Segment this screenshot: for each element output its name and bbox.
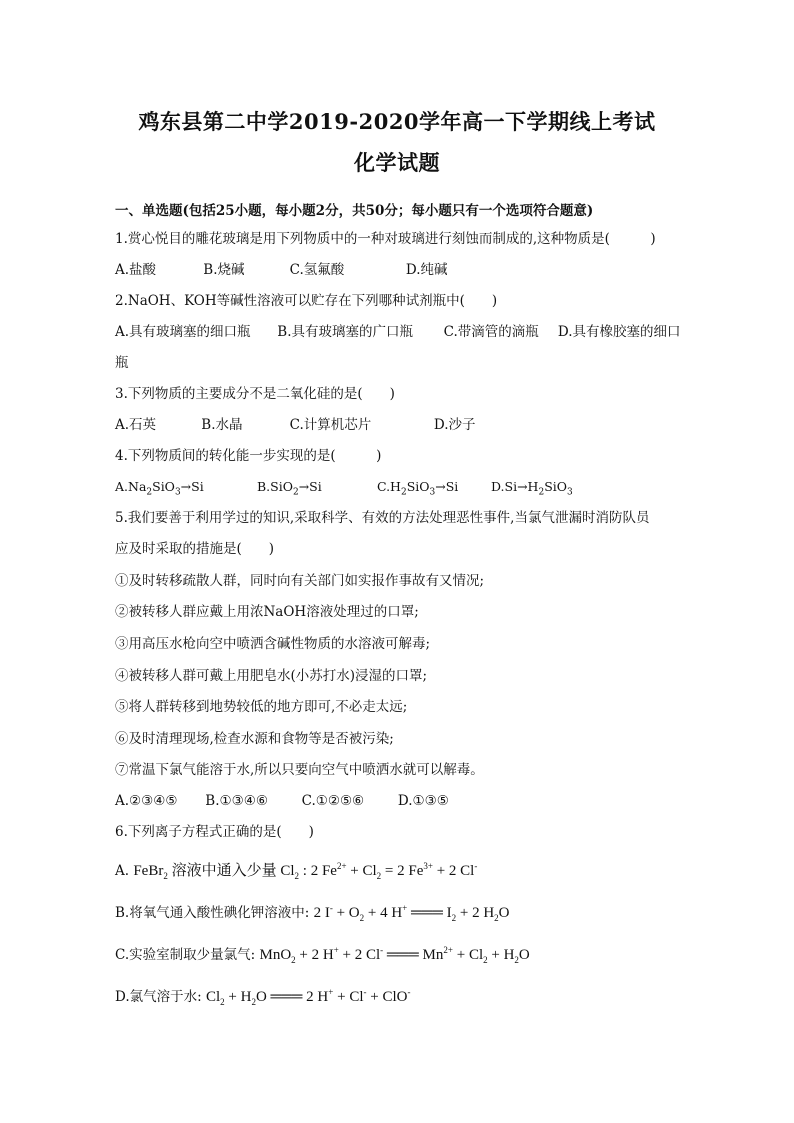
q1-option-d[interactable]: D.纯碱 [405, 262, 448, 278]
q1-option-c[interactable]: C.氢氟酸 [289, 262, 345, 278]
q2-option-c[interactable]: C.带滴管的滴瓶 [443, 324, 539, 340]
section-heading: 一、单选题(包括25小题，每小题2分，共50分；每小题只有一个选项符合题意) [115, 203, 594, 219]
q5-option-d[interactable]: D.①③⑤ [397, 793, 449, 809]
question-3-options [115, 416, 685, 434]
q2-option-d-continued: 瓶 [115, 355, 129, 371]
q5-option-b[interactable]: B.①③④⑥ [205, 793, 268, 809]
q2-option-d[interactable]: D.具有橡胶塞的细口 [557, 324, 681, 340]
q1-option-b[interactable]: B.烧碱 [203, 262, 245, 278]
question-2-stem: 2.NaOH、KOH等碱性溶液可以贮存在下列哪种试剂瓶中( ) [115, 293, 498, 309]
q3-option-c[interactable]: C.计算机芯片 [289, 417, 372, 433]
question-5-stem-line-1: 5.我们要善于利用学过的知识,采取科学、有效的方法处理恶性事件,当氯气泄漏时消防队员 [115, 510, 650, 526]
q4-option-b[interactable]: B.SiO$_2$→Si [256, 479, 322, 498]
q2-option-b[interactable]: B.具有玻璃塞的广口瓶 [277, 324, 414, 340]
q4-option-a[interactable]: $A.Na_2SiO_3\to Si$ [115, 479, 204, 498]
question-4-stem: 4.下列物质间的转化能一步实现的是( ) [115, 448, 382, 464]
q5-option-a[interactable]: A.②③④⑤ [115, 793, 178, 809]
q6-option-c[interactable]: C.实验室制取少量氯气: MnO$_2$ + 2 H+ + 2 Cl- ═══ $Mn^{2+} + Cl_2 + H_2O$ [115, 945, 530, 965]
q6-option-b[interactable]: B.将氧气通入酸性碘化钾溶液中: 2 $I^- + O_2 + 4$ H+ ═══ $I_2 + 2$ $H_2O$ [115, 903, 510, 923]
q5-item-7: ⑦常温下氯气能溶于水,所以只要向空气中喷洒水就可以解毒。 [115, 762, 484, 778]
q6-option-b-equation: 2 $I^- + O_2 + 4$ H+ ═══ $I_2 + 2$ $H_2O$ [313, 903, 510, 923]
question-5-stem-line-2: 应及时采取的措施是( ) [115, 541, 275, 557]
q6-option-d[interactable]: D.氯气溶于水: $Cl_2 + H_2O$ ═══ 2 H+ + Cl- + ClO- [115, 987, 411, 1007]
q5-option-c[interactable]: C.①②⑤⑥ [301, 793, 365, 809]
question-5-options [115, 792, 685, 810]
question-6-stem: 6.下列离子方程式正确的是( ) [115, 824, 314, 840]
q5-item-4: ④被转移人群可戴上用肥皂水(小苏打水)浸湿的口罩; [115, 668, 428, 684]
q4-option-c[interactable]: $C.H_2SiO_3\to Si$ [376, 479, 459, 498]
q6-option-a-equation: FeBr$_2$ 溶液中通入少量 $Cl_2$ : 2 $Fe^{2+} + Cl_2 = 2$ $Fe^{3+} + 2$ Cl- [133, 861, 478, 881]
q5-item-3: ③用高压水枪向空中喷洒含碱性物质的水溶液可解毒; [115, 636, 431, 652]
q4-option-d[interactable]: $D.Si\to H_2SiO_3$ [490, 479, 573, 498]
question-2-options [115, 323, 685, 341]
q2-option-a[interactable]: A.具有玻璃塞的细口瓶 [115, 324, 251, 340]
q5-item-5: ⑤将人群转移到地势较低的地方即可,不必走太远; [115, 699, 408, 715]
q3-option-d[interactable]: D.沙子 [433, 417, 476, 433]
q6-option-a[interactable]: A. FeBr$_2$ 溶液中通入少量 $Cl_2$ : 2 $Fe^{2+} + Cl_2 = 2$ $Fe^{3+} + 2$ Cl- [115, 861, 478, 881]
q5-item-1: ①及时转移疏散人群，同时向有关部门如实报作事故有又情况; [115, 573, 485, 589]
q5-item-6: ⑥及时清理现场,检查水源和食物等是否被污染; [115, 731, 394, 747]
q6-option-c-equation: MnO$_2$ + 2 H+ + 2 Cl- ═══ $Mn^{2+} + Cl_2 + H_2O$ [259, 945, 530, 965]
exam-title: 鸡东县第二中学2019-2020学年高一下学期线上考试 [138, 109, 656, 134]
q5-item-2: ②被转移人群应戴上用浓NaOH溶液处理过的口罩; [115, 604, 419, 620]
q3-option-a[interactable]: A.石英 [115, 417, 157, 433]
question-1-stem: 1.赏心悦目的雕花玻璃是用下列物质中的一种对玻璃进行刻蚀而制成的,这种物质是( ) [115, 231, 656, 247]
q3-option-b[interactable]: B.水晶 [201, 417, 243, 433]
question-1-options [115, 261, 685, 279]
question-4-options [115, 478, 685, 502]
q6-option-d-equation: $Cl_2 + H_2O$ ═══ 2 H+ + Cl- + ClO- [205, 987, 411, 1007]
exam-subtitle: 化学试题 [354, 150, 440, 175]
q1-option-a[interactable]: A.盐酸 [115, 262, 157, 278]
question-3-stem: 3.下列物质的主要成分不是二氧化硅的是( ) [115, 386, 395, 402]
